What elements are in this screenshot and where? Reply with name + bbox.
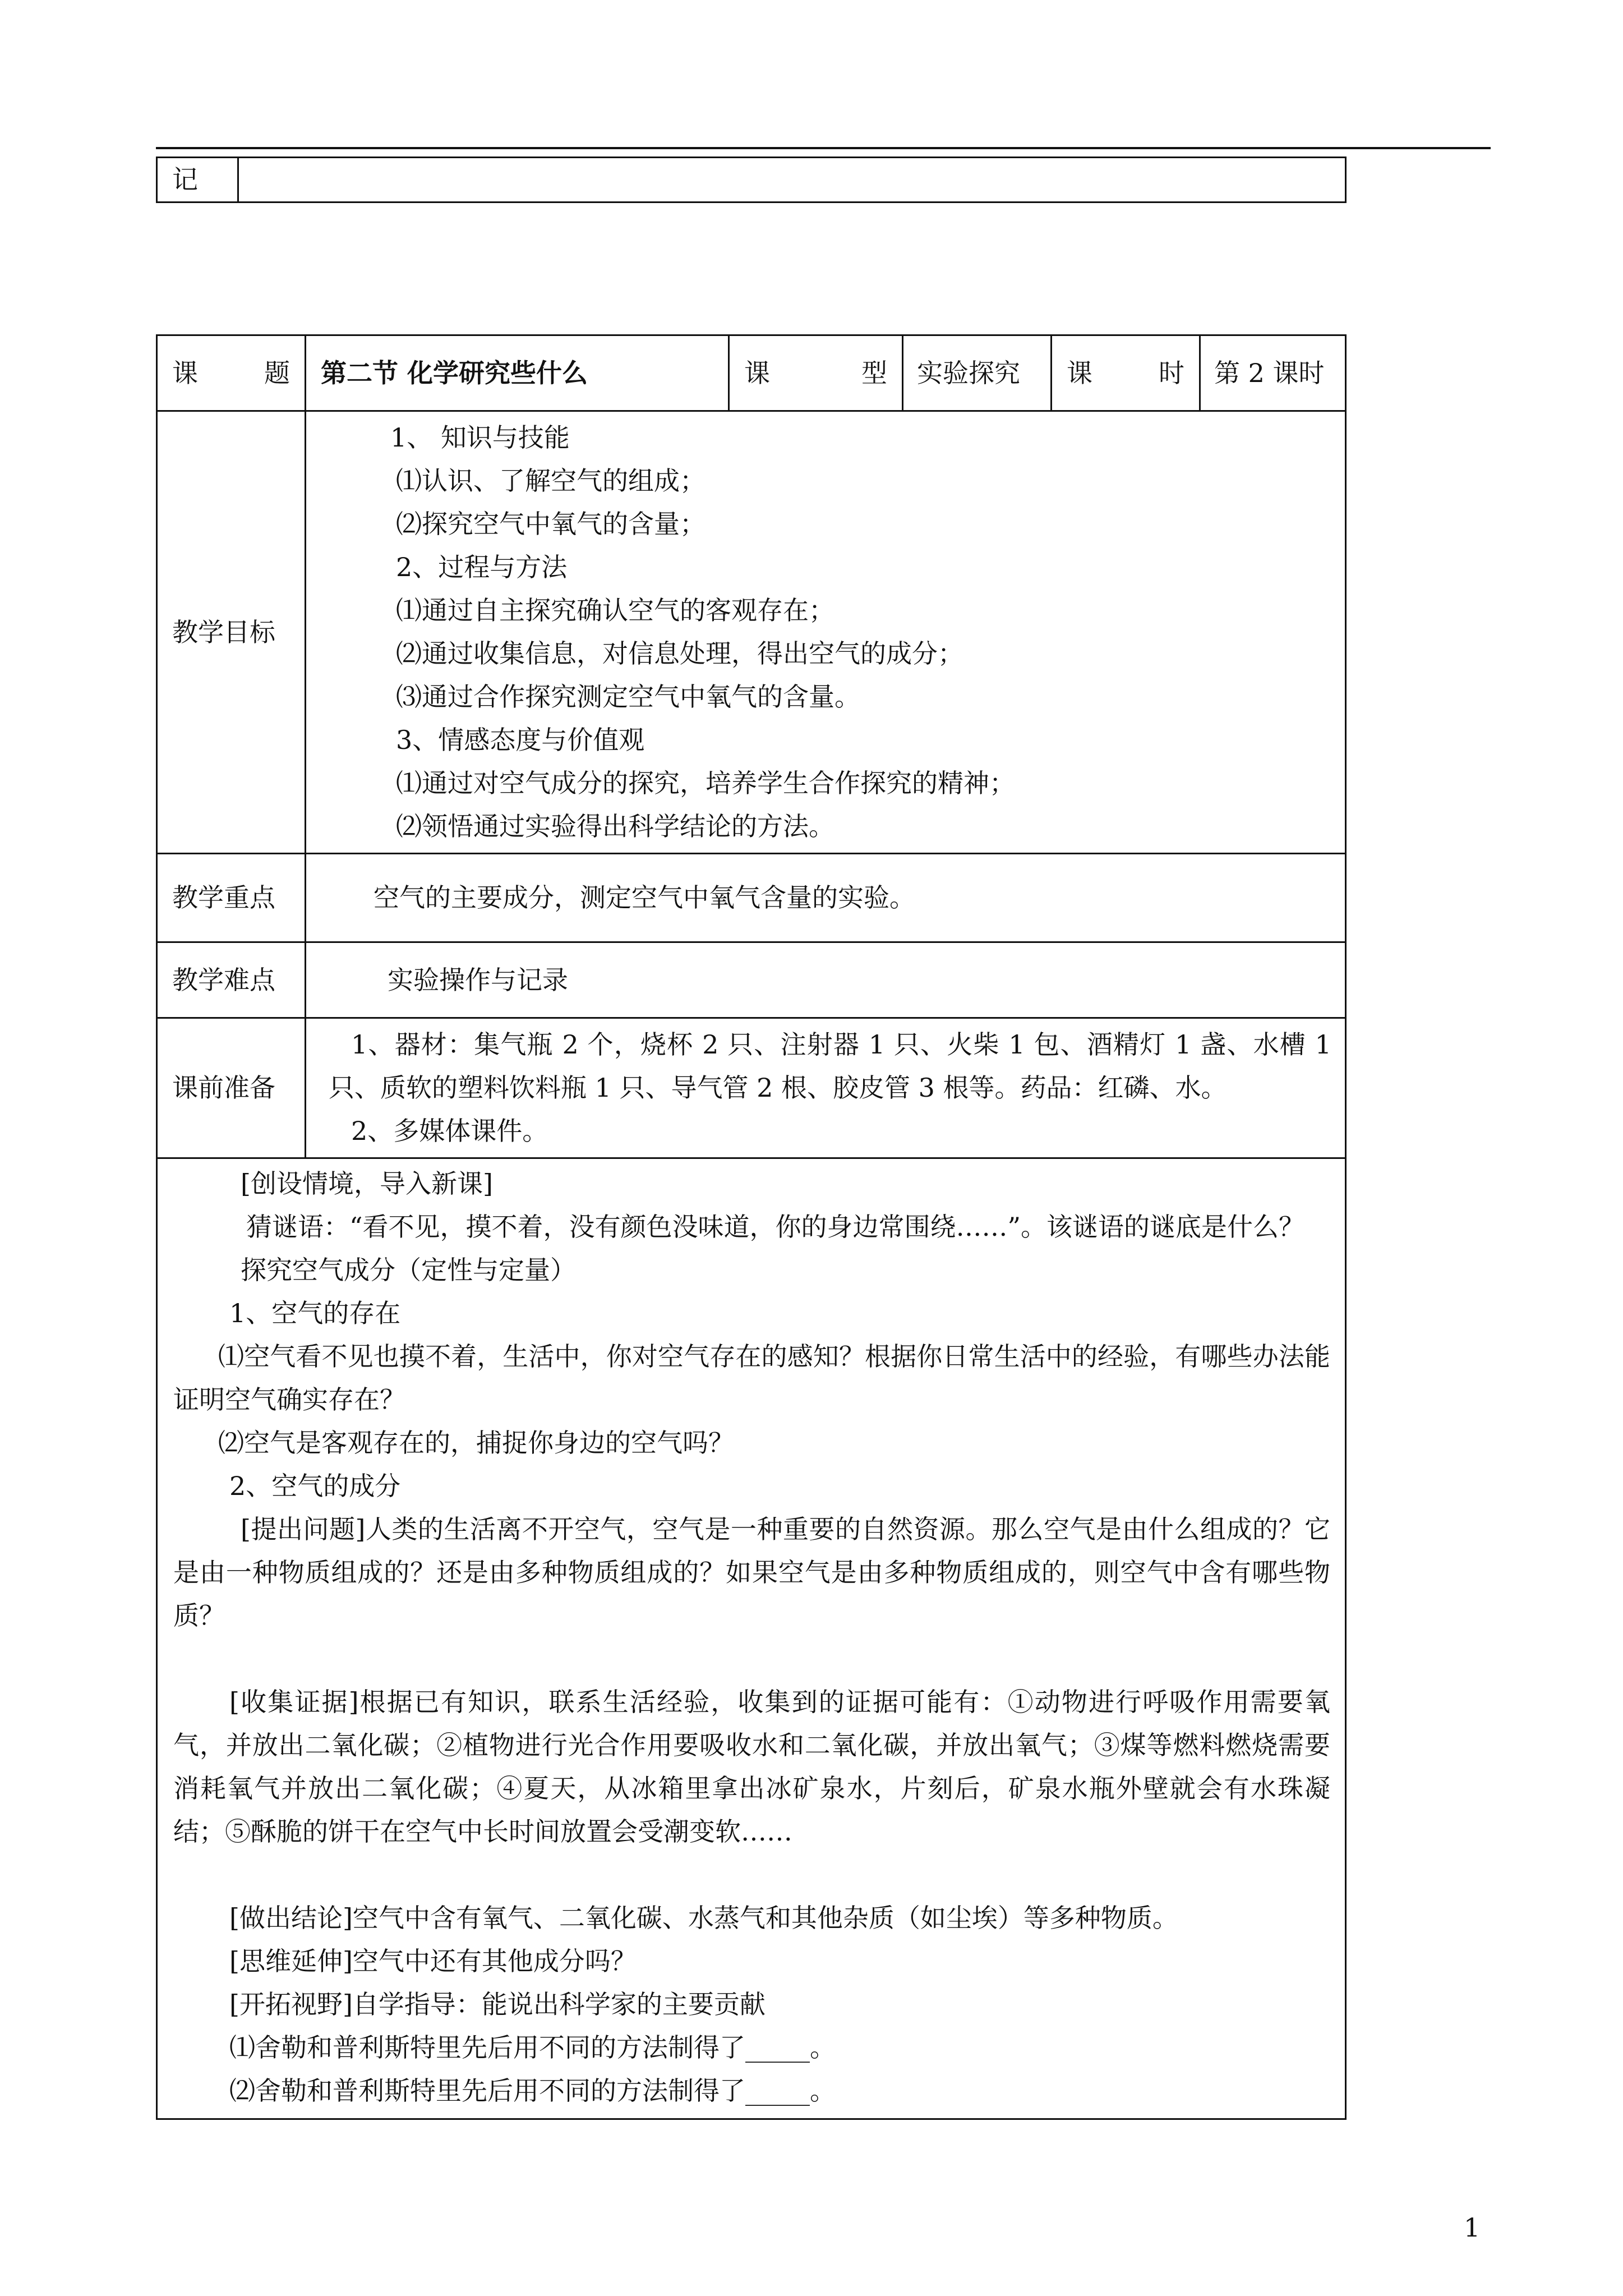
process-paragraph: 探究空气成分（定性与定量） xyxy=(241,1255,576,1285)
record-value xyxy=(238,158,1346,203)
process-paragraph: 猜谜语：“看不见，摸不着，没有颜色没味道，你的身边常围绕……”。该谜语的谜底是什么？ xyxy=(246,1212,1305,1242)
header-rule xyxy=(156,147,1491,149)
difficulties-label: 教学难点 xyxy=(157,942,306,1018)
process-content xyxy=(157,1158,1346,2119)
process-paragraph: ⑴舍勒和普利斯特里先后用不同的方法制得了_____。 xyxy=(229,2032,836,2063)
objective-line: ⑵通过收集信息，对信息处理，得出空气的成分； xyxy=(396,638,963,669)
objective-line: 3、情感态度与价值观 xyxy=(396,725,645,755)
process-paragraph: 2、空气的成分 xyxy=(229,1471,401,1501)
lesson-plan-table xyxy=(156,334,1347,2120)
difficulties-row xyxy=(157,942,1346,1018)
key-points-value: 空气的主要成分，测定空气中氧气含量的实验。 xyxy=(306,854,1346,942)
process-paragraph: [思维延伸]空气中还有其他成分吗？ xyxy=(229,1946,637,1976)
objective-line: ⑴通过自主探究确认空气的客观存在； xyxy=(396,595,834,625)
objective-line: ⑴认识、了解空气的组成； xyxy=(396,466,706,496)
process-paragraph: ⑴空气看不见也摸不着，生活中，你对空气存在的感知？根据你日常生活中的经验，有哪些办法能证明空气确实存在？ xyxy=(173,1341,1330,1415)
objectives-label: 教学目标 xyxy=(157,411,306,854)
objective-line: ⑶通过合作探究测定空气中氧气的含量。 xyxy=(396,682,860,712)
period-label: 课时 xyxy=(1052,335,1200,411)
record-label: 记 xyxy=(157,158,238,203)
objective-line: 1、 知识与技能 xyxy=(390,422,570,453)
objective-line: 2、过程与方法 xyxy=(396,552,568,582)
objective-line: ⑵探究空气中氧气的含量； xyxy=(396,509,706,539)
record-table xyxy=(156,157,1347,203)
preparation-content xyxy=(306,1018,1346,1158)
page-number: 1 xyxy=(1464,2212,1481,2243)
header-row xyxy=(157,335,1346,411)
preparation-line: 1、器材：集气瓶 2 个，烧杯 2 只、注射器 1 只、火柴 1 包、酒精灯 1 盏、水槽 1 只、质软的塑料饮料瓶 1 只、导气管 2 根、胶皮管 3 根等。药品：红磷、水。 xyxy=(329,1029,1331,1103)
type-label: 课型 xyxy=(729,335,903,411)
process-paragraph: [收集证据]根据已有知识，联系生活经验，收集到的证据可能有：①动物进行呼吸作用需要氧气，并放出二氧化碳；②植物进行光合作用要吸收水和二氧化碳，并放出氧气；③煤等燃料燃烧需要消耗氧气并放出二氧化碳；④夏天，从冰箱里拿出冰矿泉水，片刻后，矿泉水瓶外壁就会有水珠凝结；⑤酥脆的饼干在空气中长时间放置会受潮变软…… xyxy=(173,1687,1330,1847)
process-paragraph: [创设情境，导入新课] xyxy=(241,1168,493,1199)
objectives-content xyxy=(306,411,1346,854)
process-paragraph: ⑵空气是客观存在的，捕捉你身边的空气吗？ xyxy=(218,1428,734,1458)
preparation-line: 2、多媒体课件。 xyxy=(351,1116,548,1146)
preparation-label: 课前准备 xyxy=(157,1018,306,1158)
objective-line: ⑵领悟通过实验得出科学结论的方法。 xyxy=(396,811,834,841)
key-points-row xyxy=(157,854,1346,942)
process-paragraph: [开拓视野]自学指导：能说出科学家的主要贡献 xyxy=(229,1989,766,2019)
process-row xyxy=(157,1158,1346,2119)
type-value: 实验探究 xyxy=(903,335,1052,411)
process-paragraph: [做出结论]空气中含有氧气、二氧化碳、水蒸气和其他杂质（如尘埃）等多种物质。 xyxy=(229,1903,1178,1933)
objectives-row xyxy=(157,411,1346,854)
topic-label: 课题 xyxy=(157,335,306,411)
topic-value: 第二节 化学研究些什么 xyxy=(306,335,729,411)
key-points-label: 教学重点 xyxy=(157,854,306,942)
preparation-row xyxy=(157,1018,1346,1158)
process-paragraph: [提出问题]人类的生活离不开空气，空气是一种重要的自然资源。那么空气是由什么组成的？它是由一种物质组成的？还是由多种物质组成的？如果空气是由多种物质组成的，则空气中含有哪些物质？ xyxy=(173,1514,1330,1631)
period-value: 第 2 课时 xyxy=(1200,335,1346,411)
process-paragraph: 1、空气的存在 xyxy=(229,1298,401,1328)
process-paragraph: ⑵舍勒和普利斯特里先后用不同的方法制得了_____。 xyxy=(229,2076,836,2106)
objective-line: ⑴通过对空气成分的探究，培养学生合作探究的精神； xyxy=(396,768,1015,798)
difficulties-value: 实验操作与记录 xyxy=(306,942,1346,1018)
